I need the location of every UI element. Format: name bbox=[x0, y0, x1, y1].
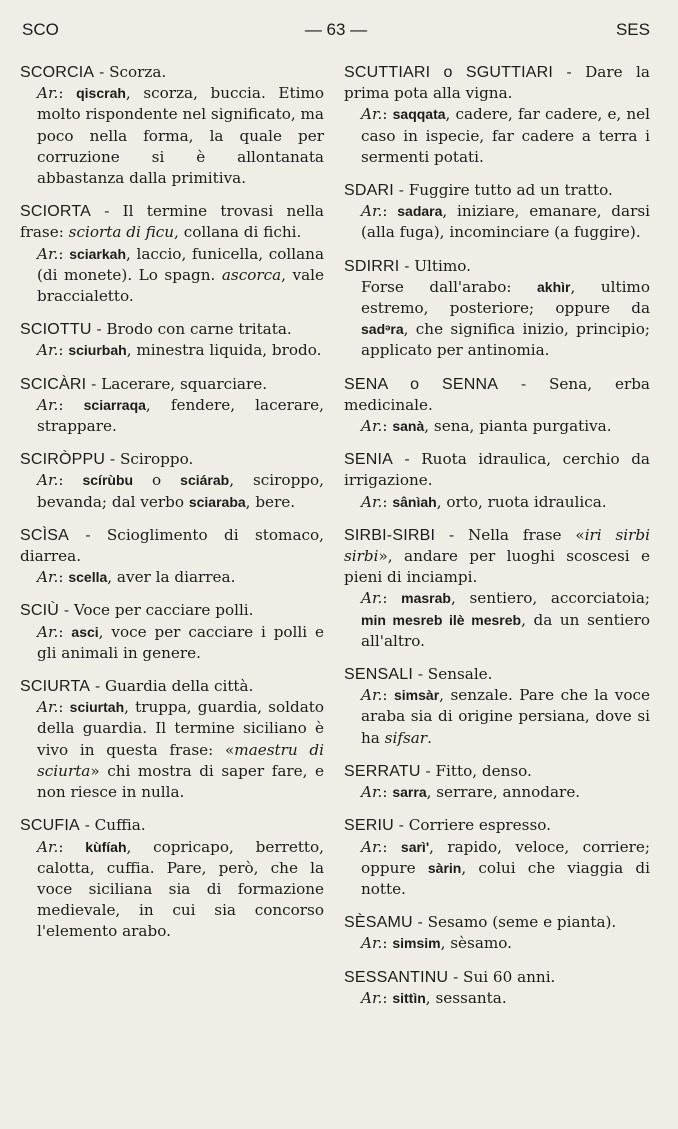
entry-text: Ar. bbox=[37, 568, 59, 587]
headword: SIRBI-SIRBI bbox=[344, 526, 436, 544]
entry-text: - bbox=[393, 816, 409, 835]
entry-text: Ar. bbox=[361, 988, 383, 1007]
arabic-word: sciarkah bbox=[69, 245, 127, 262]
entry-etymology: Ar.: sadara, iniziare, emanare, darsi (alla fuga), incominciare (a fuggire). bbox=[361, 202, 650, 242]
entry-seriu bbox=[344, 815, 650, 900]
left-column bbox=[20, 62, 324, 955]
entry-text: , da un sentiero all'altro. bbox=[361, 610, 650, 650]
entry-text: , collana di fichi. bbox=[174, 223, 302, 242]
entry-text: , sèsamo. bbox=[440, 934, 512, 953]
entry-definition bbox=[344, 449, 650, 491]
entry-text: , laccio, funicella, collana (di monete). Lo spagn. bbox=[37, 244, 324, 284]
entry-text: Ultimo. bbox=[414, 256, 471, 275]
arabic-word: sanà bbox=[392, 418, 425, 435]
arabic-word: sarra bbox=[392, 784, 427, 801]
arabic-word: sadᵊra bbox=[361, 321, 404, 338]
entry-etymology: Ar.: sciarraqa, fendere, lacerare, strappare. bbox=[37, 395, 324, 436]
entry-text: sifsar bbox=[384, 728, 428, 747]
arabic-word: min mesreb ilè mesreb bbox=[361, 611, 522, 628]
entry-text: , copricapo, berretto, calotta, cuffia. Pare, però, che la voce siciliana sia di formazione medievale, in cui sia concorso l'elemento arabo. bbox=[37, 837, 325, 941]
entry-etymology: Ar.: sanà, sena, pianta purgativa. bbox=[361, 417, 612, 436]
entry-sciu bbox=[20, 600, 324, 664]
entry-definition bbox=[20, 62, 324, 83]
entry-text: Nella frase « bbox=[467, 525, 585, 544]
entry-text: , cadere, far cadere, e, nel caso in ispecie, far cadere a terra i sermenti potati. bbox=[361, 105, 650, 166]
entry-text: - bbox=[498, 374, 550, 393]
entry-text: » chi mostra di saper fare, e non riesce in nulla. bbox=[37, 761, 324, 802]
entry-text: Ar. bbox=[361, 105, 383, 124]
headword: SDARI bbox=[344, 182, 394, 200]
entry-text: , orto, ruota idraulica. bbox=[436, 492, 607, 511]
entry-text: - bbox=[59, 601, 74, 620]
entry-text: - bbox=[435, 525, 468, 544]
entry-text: Ar. bbox=[37, 395, 59, 414]
entry-etymology: Ar.: sittìn, sessanta. bbox=[361, 988, 507, 1007]
arabic-word: sciurbah bbox=[68, 342, 127, 359]
entry-scuttiari bbox=[344, 62, 650, 168]
headword: SCICÀRI bbox=[20, 375, 87, 393]
entry-sciottu bbox=[20, 319, 324, 361]
entry-etymology: Ar.: sciarkah, laccio, funicella, collana (di monete). Lo spagn. ascorca, vale braccialetto. bbox=[37, 244, 324, 306]
entry-definition bbox=[344, 967, 650, 988]
entry-text: , iniziare, emanare, darsi (alla fuga), incominciare (a fuggire). bbox=[361, 202, 650, 242]
entry-text: Ar. bbox=[37, 244, 59, 263]
entry-text: Ar. bbox=[361, 202, 383, 221]
headword: SCUFIA bbox=[20, 817, 80, 835]
entry-text: Ar. bbox=[37, 471, 59, 490]
entry-definition bbox=[344, 374, 650, 416]
entry-definition bbox=[344, 256, 650, 277]
arabic-word: sânìah bbox=[392, 493, 437, 510]
entry-text: », andare per luoghi scoscesi e pieni di inciampi. bbox=[344, 547, 650, 587]
entry-text: , voce per cacciare i polli e gli animali in genere. bbox=[37, 622, 325, 662]
arabic-word: scírùbu bbox=[82, 472, 134, 489]
entry-text: - bbox=[420, 761, 436, 780]
arabic-word: sciárab bbox=[180, 472, 230, 489]
entry-text: , senzale. Pare che la voce araba sia di origine persiana, dove si ha bbox=[361, 686, 650, 747]
entry-sena bbox=[344, 374, 650, 438]
entry-text: , che significa inizio, principio; applicato per antinomia. bbox=[361, 320, 650, 360]
entry-text: , rapido, veloce, corriere; oppure bbox=[361, 837, 651, 877]
entry-text: - bbox=[553, 63, 586, 81]
headword: SCIÙ bbox=[20, 602, 60, 620]
entry-text: , vale braccialetto. bbox=[37, 265, 324, 306]
arabic-word: simsàr bbox=[394, 687, 440, 704]
entry-text: Scioglimento di stomaco, diarrea. bbox=[20, 525, 324, 566]
entry-text: , colui che viaggia di notte. bbox=[361, 858, 650, 898]
arabic-word: masrab bbox=[401, 590, 451, 607]
header-right-guide: SES bbox=[615, 20, 650, 39]
entry-definition bbox=[344, 815, 650, 836]
entry-senia bbox=[344, 449, 650, 513]
entry-text: ascorca bbox=[221, 265, 282, 284]
entry-text: - bbox=[448, 967, 464, 986]
entry-text: Fitto, denso. bbox=[435, 761, 532, 780]
entry-text: - bbox=[94, 63, 110, 81]
entry-text: Sui 60 anni. bbox=[463, 967, 556, 986]
headword: SENSALI bbox=[344, 666, 413, 684]
headword: SERIU bbox=[344, 817, 394, 835]
entry-etymology: Ar.: sarì', rapido, veloce, corriere; oppure sàrin, colui che viaggia di notte. bbox=[361, 837, 651, 898]
entry-text: Voce per cacciare polli. bbox=[73, 601, 254, 620]
page-number: — 63 — bbox=[304, 20, 368, 39]
entry-text: Ar. bbox=[361, 589, 383, 608]
entry-etymology: Ar.: simsim, sèsamo. bbox=[361, 934, 512, 953]
entry-etymology: Ar.: kùfíah, copricapo, berretto, calotta, cuffia. Pare, però, che la voce siciliana sia di formazione medievale, in cui sia concorso l'elemento arabo. bbox=[37, 837, 325, 941]
entry-text: Dare la prima pota alla vigna. bbox=[344, 63, 650, 103]
entry-scorcia bbox=[20, 62, 324, 189]
entry-text: Sena, erba medicinale. bbox=[344, 374, 650, 414]
entry-etymology: Ar.: scella, aver la diarrea. bbox=[37, 568, 236, 587]
entry-definition bbox=[20, 374, 324, 395]
entry-sdari bbox=[344, 180, 650, 244]
entry-text: Brodo con carne tritata. bbox=[106, 320, 292, 339]
entry-text: , sessanta. bbox=[425, 988, 507, 1007]
entry-text: - bbox=[399, 256, 415, 275]
entry-text: Ar. bbox=[361, 934, 383, 953]
arabic-word: akhìr bbox=[537, 278, 571, 295]
entry-text: . bbox=[427, 728, 432, 747]
entry-text: - bbox=[413, 665, 428, 684]
entry-definition bbox=[20, 600, 324, 621]
entry-etymology: Ar.: scírùbu o sciárab, sciroppo, bevanda; dal verbo sciaraba, bere. bbox=[37, 471, 324, 511]
arabic-word: asci bbox=[71, 623, 99, 640]
entry-text: Ar. bbox=[37, 837, 59, 856]
entry-text: - bbox=[393, 450, 422, 469]
entry-text: - bbox=[412, 913, 428, 932]
entry-definition bbox=[344, 180, 650, 201]
entry-sciorta bbox=[20, 201, 324, 307]
entry-text: Scorza. bbox=[109, 63, 167, 81]
entry-text: o bbox=[133, 471, 181, 490]
entry-scisa bbox=[20, 525, 324, 589]
right-column bbox=[344, 62, 650, 1021]
header-left-guide: SCO bbox=[22, 20, 59, 39]
entry-text: Il termine trovasi nella frase: bbox=[20, 202, 324, 242]
entry-text: Sesamo (seme e pianta). bbox=[427, 913, 617, 932]
entry-text: Lacerare, squarciare. bbox=[101, 374, 268, 393]
entry-text: - bbox=[105, 450, 120, 469]
entry-serratu bbox=[344, 761, 650, 803]
entry-etymology: Ar.: sciurbah, minestra liquida, brodo. bbox=[37, 341, 322, 360]
entry-definition bbox=[344, 62, 650, 104]
entry-sesamu bbox=[344, 912, 650, 954]
headword: SCIOTTU bbox=[20, 321, 92, 339]
arabic-word: sadara bbox=[397, 203, 443, 220]
entry-text: maestru di sciurta bbox=[37, 740, 324, 780]
entry-text: , minestra liquida, brodo. bbox=[126, 341, 322, 360]
arabic-word: sarì' bbox=[400, 838, 430, 855]
entry-text: , ultimo estremo, posteriore; oppure da bbox=[361, 277, 650, 318]
arabic-word: simsim bbox=[392, 935, 441, 952]
headword: SCÌSA bbox=[20, 526, 70, 544]
entry-etymology bbox=[344, 277, 650, 362]
entry-text: - bbox=[69, 525, 107, 544]
headword: SCIURTA bbox=[20, 678, 91, 696]
entry-etymology: Ar.: sarra, serrare, annodare. bbox=[361, 783, 581, 802]
entry-definition bbox=[20, 201, 324, 243]
entry-text: Ar. bbox=[361, 492, 383, 511]
entry-text: - bbox=[79, 816, 95, 835]
headword: SENIA bbox=[344, 451, 394, 469]
entry-text: - bbox=[86, 374, 102, 393]
entry-text: - bbox=[393, 181, 409, 200]
headword: SCIORTA bbox=[20, 203, 92, 221]
headword: SCUTTIARI o SGUTTIARI bbox=[344, 64, 554, 81]
headword: SESSANTINU bbox=[344, 968, 449, 986]
entry-text: Forse dall'arabo: bbox=[361, 277, 537, 296]
headword: SERRATU bbox=[344, 762, 421, 780]
entry-definition bbox=[20, 319, 324, 340]
arabic-word: sciaraba bbox=[188, 493, 246, 510]
entry-etymology: Ar.: simsàr, senzale. Pare che la voce araba sia di origine persiana, dove si ha sifsar. bbox=[361, 686, 650, 747]
entry-scicari bbox=[20, 374, 324, 438]
entry-etymology: Ar.: asci, voce per cacciare i polli e gli animali in genere. bbox=[37, 622, 325, 662]
entry-text: Corriere espresso. bbox=[408, 816, 551, 835]
entry-sirbi-sirbi bbox=[344, 525, 650, 652]
entry-etymology: Ar.: masrab, sentiero, accorciatoia; min mesreb ilè mesreb, da un sentiero all'altro. bbox=[361, 589, 650, 650]
entry-text: Ar. bbox=[361, 686, 383, 705]
headword: SENA o SENNA bbox=[344, 375, 499, 393]
entry-text: Ar. bbox=[37, 622, 59, 641]
entry-text: Cuffia. bbox=[94, 816, 146, 835]
entry-text: Ar. bbox=[37, 341, 59, 360]
entry-text: Sensale. bbox=[427, 665, 493, 684]
entry-text: , sena, pianta purgativa. bbox=[424, 417, 612, 436]
entry-sdirri bbox=[344, 256, 650, 362]
entry-text: , sciroppo, bevanda; dal verbo bbox=[37, 471, 324, 511]
arabic-word: sciarraqa bbox=[83, 396, 146, 413]
entry-text: , sentiero, accorciatoia; bbox=[450, 589, 650, 608]
entry-etymology: Ar.: sciurtah, truppa, guardia, soldato della guardia. Il termine siciliano è vivo in questa frase: «maestru di sciurta» chi mostra di saper fare, e non riesce in nulla. bbox=[37, 698, 324, 802]
entry-text: Ar. bbox=[361, 783, 383, 802]
entry-text: , fendere, lacerare, strappare. bbox=[37, 395, 324, 436]
headword: SCORCIA bbox=[20, 64, 95, 81]
entry-definition bbox=[20, 676, 324, 697]
entry-text: , truppa, guardia, soldato della guardia. Il termine siciliano è vivo in questa frase: « bbox=[37, 698, 324, 759]
entry-text: Ar. bbox=[37, 698, 59, 717]
arabic-word: sàrin bbox=[427, 859, 462, 876]
headword: SÈSAMU bbox=[344, 914, 413, 932]
entry-text: Guardia della città. bbox=[104, 677, 254, 696]
entry-text: Ar. bbox=[37, 84, 59, 103]
entry-text: , bere. bbox=[245, 492, 296, 511]
headword: SCIRÒPPU bbox=[20, 451, 106, 469]
entry-text: Ruota idraulica, cerchio da irrigazione. bbox=[344, 450, 650, 490]
entry-etymology: Ar.: sânìah, orto, ruota idraulica. bbox=[361, 492, 607, 511]
headword: SDIRRI bbox=[344, 257, 400, 275]
entry-text: Ar. bbox=[361, 417, 383, 436]
entry-etymology: Ar.: qiscrah, scorza, buccia. Etimo molto rispondente nel significato, ma poco nella forma, la quale per corruzione si è allontanata abbastanza dalla primitiva. bbox=[37, 84, 324, 188]
arabic-word: saqqata bbox=[392, 106, 446, 123]
entry-definition bbox=[344, 761, 650, 782]
entry-text: , serrare, annodare. bbox=[426, 783, 581, 802]
arabic-word: scella bbox=[68, 569, 108, 586]
arabic-word: sciurtah bbox=[69, 699, 125, 716]
arabic-word: kùfíah bbox=[85, 838, 127, 855]
entry-scufia bbox=[20, 815, 324, 942]
entry-etymology: Ar.: saqqata, cadere, far cadere, e, nel caso in ispecie, far cadere a terra i sermenti potati. bbox=[361, 105, 650, 166]
entry-text: Ar. bbox=[361, 837, 383, 856]
entry-text: iri sirbi sirbi bbox=[344, 525, 650, 566]
entry-sciroppu bbox=[20, 449, 324, 513]
entry-definition bbox=[344, 912, 650, 933]
entry-text: , aver la diarrea. bbox=[107, 568, 236, 587]
entry-text: - bbox=[91, 320, 107, 339]
entry-text: - bbox=[90, 677, 105, 696]
entry-sciurta bbox=[20, 676, 324, 803]
entry-definition bbox=[20, 449, 324, 470]
entry-text: , scorza, buccia. Etimo molto rispondente nel significato, ma poco nella forma, la quale per corruzione si è allontanata abbastanza dalla primitiva. bbox=[37, 84, 324, 188]
entry-definition bbox=[344, 664, 650, 685]
entry-sensali bbox=[344, 664, 650, 749]
entry-definition bbox=[344, 525, 650, 589]
entry-text: Sciroppo. bbox=[119, 450, 194, 469]
entry-sessantinu bbox=[344, 967, 650, 1009]
page-header bbox=[22, 20, 650, 46]
entry-text: - bbox=[91, 202, 123, 221]
entry-text: sciorta di ficu bbox=[68, 223, 175, 242]
entry-text: Fuggire tutto ad un tratto. bbox=[408, 181, 613, 200]
entry-definition bbox=[20, 815, 324, 836]
arabic-word: qiscrah bbox=[76, 85, 126, 102]
entry-definition bbox=[20, 525, 324, 567]
arabic-word: sittìn bbox=[392, 989, 426, 1006]
